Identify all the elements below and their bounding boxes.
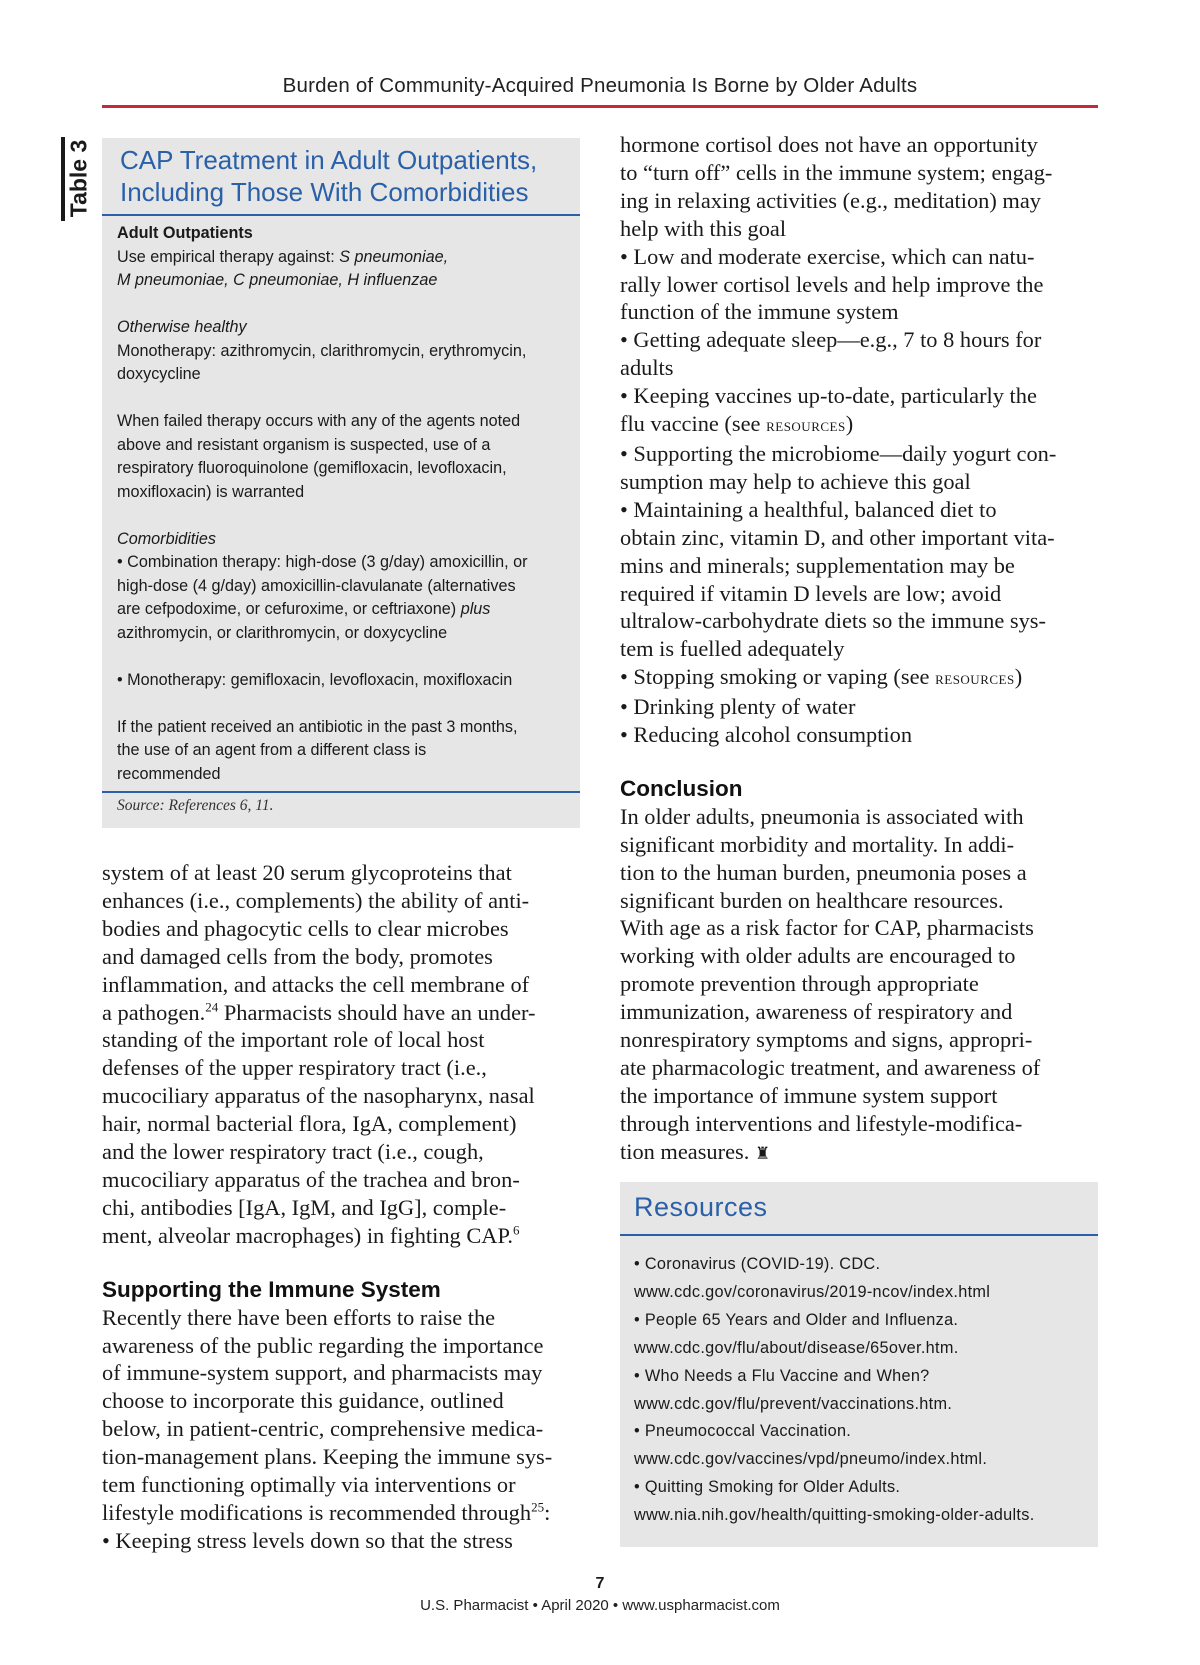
body-line: chi, antibodies [IgA, IgM, and IgG], comple-	[102, 1194, 507, 1220]
resources-rule	[620, 1234, 1098, 1236]
body-line: help with this goal	[620, 215, 787, 241]
body-span: • Stopping smoking or vaping (see	[620, 664, 936, 690]
bullet-line: • Reducing alcohol consumption	[620, 722, 913, 748]
body-line: required if vitamin D levels are low; avoid	[620, 580, 1002, 606]
body-line: standing of the important role of local host	[102, 1027, 485, 1053]
body-line: mucociliary apparatus of the trachea and bron-	[102, 1166, 520, 1192]
body-line: and damaged cells from the body, promotes	[102, 943, 493, 969]
end-mark-icon: ♜	[754, 1143, 771, 1163]
body-span: :	[544, 1499, 551, 1525]
table-text-italic: plus	[460, 600, 491, 618]
body-span: Pharmacists should have an under-	[218, 999, 536, 1025]
body-line: to “turn off” cells in the immune system; engag-	[620, 159, 1053, 185]
body-line: obtain zinc, vitamin D, and other important vita-	[620, 524, 1055, 550]
body-line: mucociliary apparatus of the nasopharynx, nasal	[102, 1083, 535, 1109]
table-text: respiratory fluoroquinolone (gemifloxacin, levofloxacin,	[117, 459, 507, 477]
body-line: ing in relaxing activities (e.g., meditation) may	[620, 187, 1041, 213]
table-text: When failed therapy occurs with any of the agents noted	[117, 412, 521, 430]
citation-superscript: 6	[513, 1222, 520, 1238]
body-line	[102, 1222, 580, 1250]
table-text: Monotherapy: azithromycin, clarithromycin, erythromycin,	[117, 341, 527, 360]
section-heading: Conclusion	[620, 775, 743, 801]
bullet-line	[620, 663, 1098, 693]
bullet-line: • Maintaining a healthful, balanced diet to	[620, 496, 997, 522]
body-line: bodies and phagocytic cells to clear microbes	[102, 915, 509, 941]
section-heading: Supporting the Immune System	[102, 1276, 441, 1302]
page-number: 7	[595, 1575, 605, 1592]
table-subheading: Comorbidities	[117, 529, 216, 548]
body-line: immunization, awareness of respiratory and	[620, 999, 1013, 1025]
body-line: defenses of the upper respiratory tract (i.e.,	[102, 1055, 487, 1081]
body-line: working with older adults are encouraged to	[620, 943, 1016, 969]
resource-name: • Pneumococcal Vaccination.	[634, 1422, 852, 1441]
resources-title: Resources	[634, 1192, 768, 1222]
table-text	[117, 598, 575, 622]
bullet-line: • Keeping stress levels down so that the stress	[102, 1527, 513, 1553]
resource-name: • Who Needs a Flu Vaccine and When?	[634, 1366, 930, 1385]
bullet-line: • Keeping vaccines up-to-date, particularly the	[620, 383, 1037, 409]
resource-name: • People 65 Years and Older and Influenza.	[634, 1310, 959, 1329]
table-content	[117, 222, 575, 786]
body-span: tion measures.	[620, 1138, 750, 1164]
resource-link[interactable]: www.cdc.gov/flu/prevent/vaccinations.htm.	[634, 1394, 953, 1413]
bullet-line: • Low and moderate exercise, which can natu-	[620, 243, 1035, 269]
body-line: of immune-system support, and pharmacists may	[102, 1360, 543, 1386]
right-column	[620, 131, 1098, 1168]
resource-name: • Quitting Smoking for Older Adults.	[634, 1478, 901, 1497]
body-line: and the lower respiratory tract (i.e., cough,	[102, 1139, 484, 1165]
resource-link[interactable]: www.nia.nih.gov/health/quitting-smoking-older-adults.	[634, 1506, 1035, 1525]
resources-reference: resources	[766, 415, 846, 437]
body-line: promote prevention through appropriate	[620, 971, 979, 997]
body-line: With age as a risk factor for CAP, pharmacists	[620, 915, 1034, 941]
body-line: significant burden on healthcare resources.	[620, 887, 1004, 913]
footer: U.S. Pharmacist • April 2020 • www.uspharmacist.com	[420, 1597, 780, 1614]
resource-link[interactable]: www.cdc.gov/vaccines/vpd/pneumo/index.html.	[634, 1450, 988, 1469]
table-subheading: Otherwise healthy	[117, 318, 247, 336]
body-line: rally lower cortisol levels and help improve the	[620, 271, 1044, 297]
table-heading: Adult Outpatients	[117, 224, 253, 242]
body-span: flu vaccine (see	[620, 411, 767, 437]
table-title-line: CAP Treatment in Adult Outpatients,	[120, 145, 538, 175]
body-line: tem is fuelled adequately	[620, 636, 845, 662]
table-source-rule	[102, 791, 580, 793]
body-line: tion-management plans. Keeping the immune sys-	[102, 1444, 553, 1470]
bullet-line: • Supporting the microbiome—daily yogurt con-	[620, 440, 1057, 466]
table-source: Source: References 6, 11.	[117, 797, 274, 814]
citation-superscript: 24	[205, 999, 219, 1015]
table-text	[117, 246, 575, 270]
body-line: inflammation, and attacks the cell membrane of	[102, 971, 530, 997]
body-line: mins and minerals; supplementation may be	[620, 552, 1015, 578]
table-text: recommended	[117, 764, 221, 783]
body-line: system of at least 20 serum glycoproteins that	[102, 860, 512, 885]
resources-reference: resources	[935, 668, 1015, 690]
body-line: choose to incorporate this guidance, outlined	[102, 1388, 504, 1414]
resources-list	[634, 1251, 1090, 1530]
body-line	[102, 1499, 580, 1527]
body-line: awareness of the public regarding the importance	[102, 1332, 544, 1358]
table-text: If the patient received an antibiotic in the past 3 months,	[117, 717, 518, 736]
pathogen-list: M pneumoniae, C pneumoniae, H influenzae	[117, 271, 438, 289]
body-line: ate pharmacologic treatment, and awareness of	[620, 1055, 1041, 1080]
body-span: ment, alveolar macrophages) in fighting CAP.	[102, 1222, 514, 1248]
body-line: Recently there have been efforts to raise the	[102, 1304, 496, 1330]
table-text: the use of an agent from a different class is	[117, 741, 427, 759]
body-line: hormone cortisol does not have an opportunity	[620, 132, 1038, 157]
table-text: doxycycline	[117, 365, 201, 383]
left-column	[102, 859, 580, 1555]
body-line: In older adults, pneumonia is associated with	[620, 803, 1024, 829]
table-title-line: Including Those With Comorbidities	[120, 177, 529, 207]
table-tab	[61, 136, 97, 220]
body-line: tion to the human burden, pneumonia poses a	[620, 859, 1027, 885]
table-text: above and resistant organism is suspected, use of a	[117, 435, 491, 454]
resource-name: • Coronavirus (COVID-19). CDC.	[634, 1255, 881, 1273]
pathogen-list: S pneumoniae,	[339, 247, 449, 266]
body-line: hair, normal bacterial flora, IgA, complement)	[102, 1111, 517, 1137]
body-line: significant morbidity and mortality. In addi-	[620, 831, 1015, 857]
body-span: )	[845, 411, 854, 437]
bullet-line: • Getting adequate sleep—e.g., 7 to 8 hours for	[620, 327, 1042, 353]
body-line: through interventions and lifestyle-modifica-	[620, 1110, 1023, 1136]
table-text-span: Use empirical therapy against:	[117, 247, 340, 266]
body-span: a pathogen.	[102, 999, 206, 1025]
table-text: high-dose (4 g/day) amoxicillin-clavulanate (alternatives	[117, 576, 516, 595]
header-rule	[102, 105, 1098, 108]
resource-link[interactable]: www.cdc.gov/flu/about/disease/65over.htm.	[634, 1338, 959, 1357]
running-header: Burden of Community-Acquired Pneumonia Is Borne by Older Adults	[282, 74, 918, 97]
table-text: • Monotherapy: gemifloxacin, levofloxacin, moxifloxacin	[117, 670, 513, 689]
citation-superscript: 25	[531, 1499, 545, 1515]
table-text: azithromycin, or clarithromycin, or doxycycline	[117, 623, 448, 642]
table-title-rule	[102, 214, 580, 216]
body-line: the importance of immune system support	[620, 1082, 998, 1108]
table-tab-label: Table 3	[65, 139, 92, 217]
table-title	[120, 144, 575, 208]
body-line: enhances (i.e., complements) the ability of anti-	[102, 887, 530, 913]
body-line: sumption may help to achieve this goal	[620, 468, 971, 494]
table-text: moxifloxacin) is warranted	[117, 482, 305, 501]
bullet-line: • Drinking plenty of water	[620, 694, 856, 720]
body-line: adults	[620, 355, 674, 381]
table-text-span: are cefpodoxime, or cefuroxime, or ceftriaxone)	[117, 600, 461, 618]
resource-link[interactable]: www.cdc.gov/coronavirus/2019-ncov/index.html	[634, 1282, 991, 1301]
body-line	[620, 1138, 1098, 1168]
body-line: function of the immune system	[620, 299, 899, 325]
body-line: ultralow-carbohydrate diets so the immune sys-	[620, 608, 1046, 634]
body-line: tem functioning optimally via interventions or	[102, 1472, 516, 1498]
body-line	[620, 410, 1098, 440]
body-span: )	[1014, 664, 1023, 690]
table-text: • Combination therapy: high-dose (3 g/day) amoxicillin, or	[117, 553, 528, 571]
body-line	[102, 999, 580, 1027]
body-line: nonrespiratory symptoms and signs, appropri-	[620, 1027, 1033, 1053]
body-span: lifestyle modifications is recommended through	[102, 1499, 532, 1525]
body-line: below, in patient-centric, comprehensive medica-	[102, 1416, 544, 1442]
